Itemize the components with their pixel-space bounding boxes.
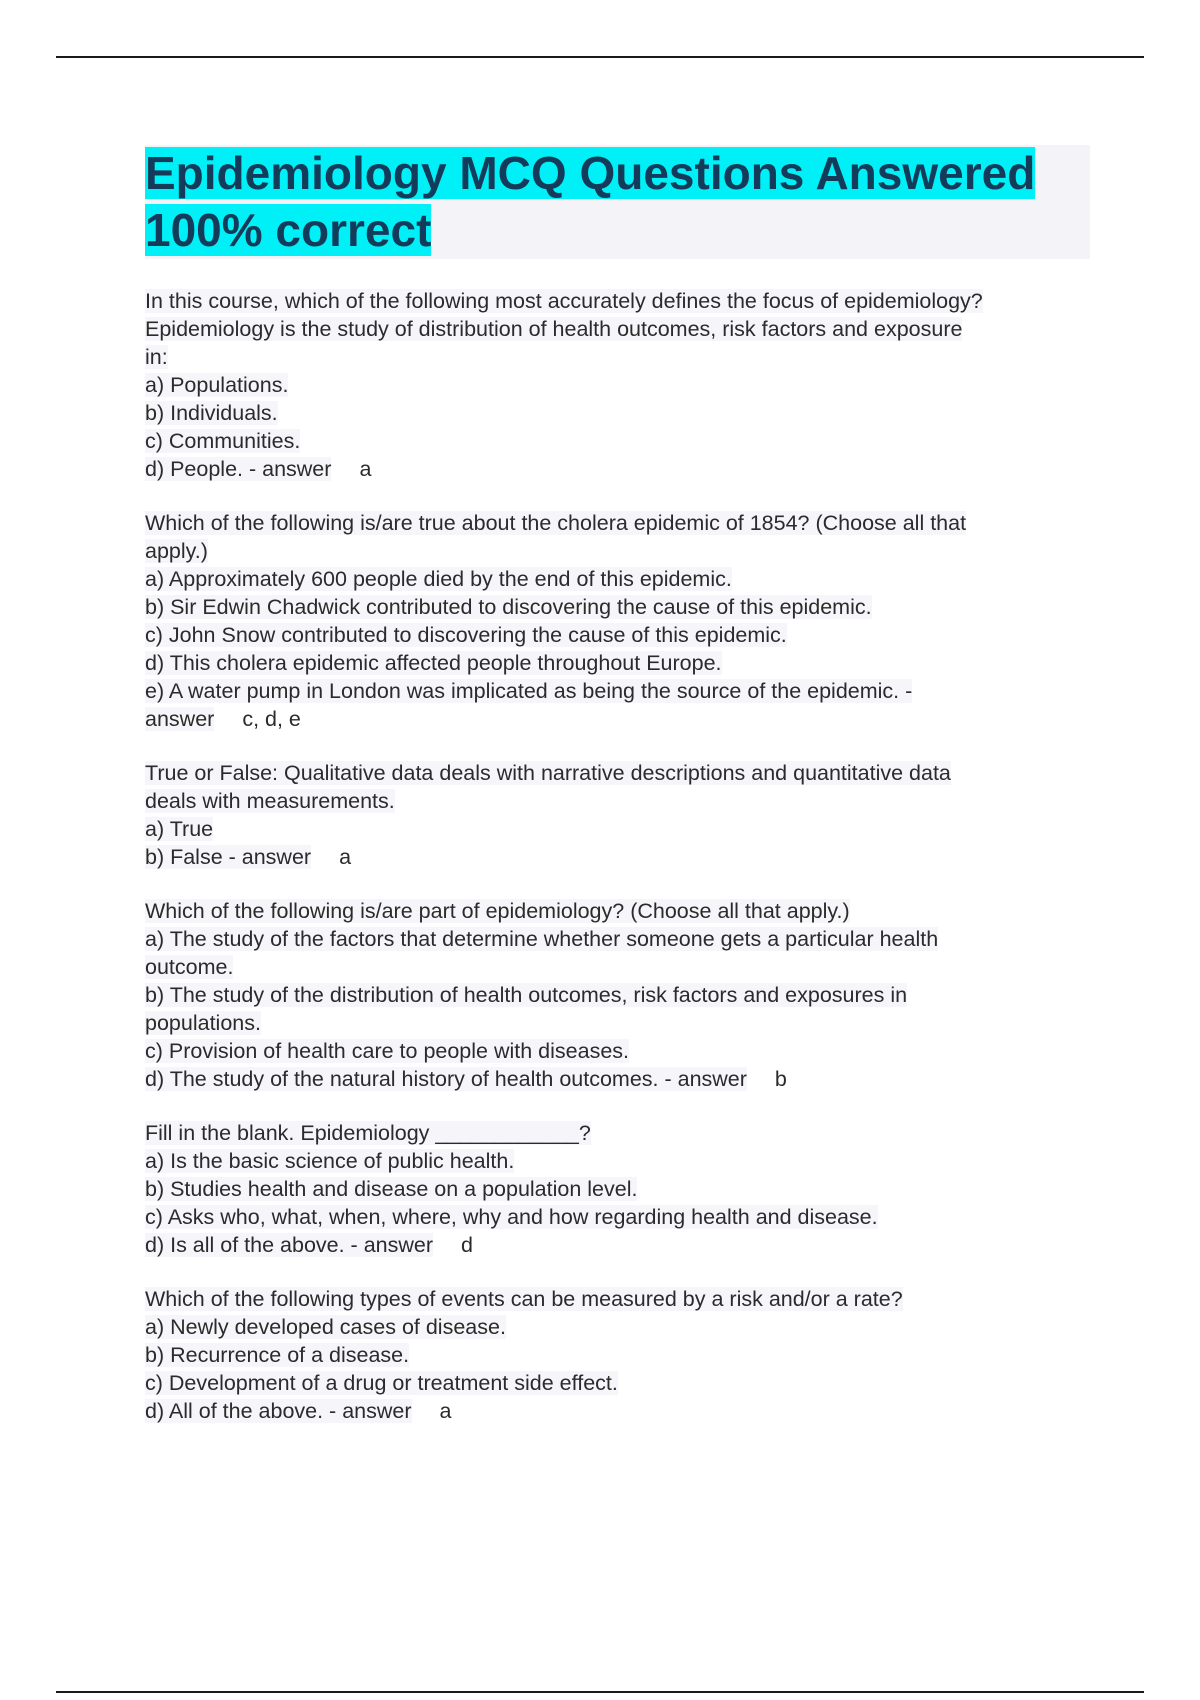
answer-option (145, 565, 1090, 593)
question-stem-text: apply.) (145, 539, 208, 563)
answer-option (145, 1313, 1090, 1341)
answer-option (145, 1341, 1090, 1369)
title-line-1: Epidemiology MCQ Questions Answered (145, 147, 1036, 199)
answer-option (145, 1037, 1090, 1065)
answer-option (145, 649, 1090, 677)
answer-option-text: b) Individuals. (145, 401, 278, 425)
document-body (145, 145, 1090, 1451)
answer-option-text: a) Populations. (145, 373, 289, 397)
answer-option-text: b) False - answer (145, 845, 312, 869)
answer-option-text: a) True (145, 817, 214, 841)
answer-option (145, 925, 1090, 953)
answer-option-text: d) All of the above. - answer (145, 1399, 412, 1423)
answer-option-text: e) A water pump in London was implicated as being the source of the epidemic. - (145, 679, 913, 703)
answer-option (145, 621, 1090, 649)
answer-option-final (145, 1065, 1090, 1093)
question-stem-line (145, 315, 1090, 343)
answer-option-text: c) Communities. (145, 429, 301, 453)
question-stem-text: Which of the following is/are part of epidemiology? (Choose all that apply.) (145, 899, 850, 923)
answer-option-text: a) Is the basic science of public health. (145, 1149, 515, 1173)
question-stem-line (145, 1285, 1090, 1313)
answer-option-final (145, 705, 1090, 733)
top-rule (56, 56, 1144, 58)
question-block (145, 1285, 1090, 1425)
answer-option-final (145, 1397, 1090, 1425)
answer-key: d (461, 1233, 473, 1257)
question-stem-line (145, 343, 1090, 371)
answer-option (145, 1175, 1090, 1203)
question-stem-text: in: (145, 345, 168, 369)
question-stem-text: Which of the following types of events can be measured by a risk and/or a rate? (145, 1287, 903, 1311)
answer-option-text: b) Sir Edwin Chadwick contributed to discovering the cause of this epidemic. (145, 595, 872, 619)
question-stem-line (145, 509, 1090, 537)
answer-option-text: d) The study of the natural history of health outcomes. - answer (145, 1067, 747, 1091)
question-stem-line (145, 537, 1090, 565)
answer-key: a (439, 1399, 452, 1423)
question-block (145, 287, 1090, 483)
answer-option (145, 427, 1090, 455)
question-stem-line (145, 287, 1090, 315)
answer-option-text: d) Is all of the above. - answer (145, 1233, 434, 1257)
question-stem-line (145, 759, 1090, 787)
answer-option-final (145, 1231, 1090, 1259)
title-block (145, 145, 1090, 259)
answer-option-text: a) The study of the factors that determine whether someone gets a particular health (145, 927, 939, 951)
question-stem-text: deals with measurements. (145, 789, 395, 813)
answer-key: b (774, 1067, 787, 1091)
bottom-rule (56, 1691, 1144, 1693)
answer-option (145, 981, 1090, 1009)
answer-option-text: b) The study of the distribution of health outcomes, risk factors and exposures in (145, 983, 908, 1007)
answer-option-text: c) Asks who, what, when, where, why and how regarding health and disease. (145, 1205, 878, 1229)
answer-option-text: d) People. - answer (145, 457, 332, 481)
answer-option-text: a) Newly developed cases of disease. (145, 1315, 506, 1339)
question-stem-line (145, 897, 1090, 925)
answer-option-text: answer (145, 707, 215, 731)
question-stem-text: Epidemiology is the study of distribution of health outcomes, risk factors and exposure (145, 317, 963, 341)
answer-option (145, 677, 1090, 705)
question-stem-line (145, 1119, 1090, 1147)
question-list (145, 287, 1090, 1425)
question-stem-text: Which of the following is/are true about the cholera epidemic of 1854? (Choose all that (145, 511, 967, 535)
answer-option (145, 1009, 1090, 1037)
question-stem-text: Fill in the blank. Epidemiology ____________? (145, 1121, 591, 1145)
answer-option-text: b) Studies health and disease on a population level. (145, 1177, 638, 1201)
answer-option-text: c) Provision of health care to people with diseases. (145, 1039, 630, 1063)
answer-option (145, 593, 1090, 621)
question-block (145, 897, 1090, 1093)
answer-option-final (145, 455, 1090, 483)
question-stem-text: In this course, which of the following most accurately defines the focus of epidemiology? (145, 289, 983, 313)
question-block (145, 509, 1090, 733)
answer-option-text: d) This cholera epidemic affected people throughout Europe. (145, 651, 722, 675)
answer-key: a (359, 457, 372, 481)
answer-option (145, 1147, 1090, 1175)
answer-option-text: populations. (145, 1011, 261, 1035)
document-title (145, 145, 1090, 259)
question-stem-line (145, 787, 1090, 815)
question-block (145, 759, 1090, 871)
answer-option-text: c) John Snow contributed to discovering the cause of this epidemic. (145, 623, 787, 647)
answer-option (145, 399, 1090, 427)
answer-option-text: a) Approximately 600 people died by the end of this epidemic. (145, 567, 732, 591)
question-block (145, 1119, 1090, 1259)
answer-option-text: b) Recurrence of a disease. (145, 1343, 410, 1367)
answer-option-final (145, 843, 1090, 871)
title-line-2: 100% correct (145, 204, 432, 256)
answer-option (145, 1203, 1090, 1231)
answer-key: a (339, 845, 352, 869)
answer-option (145, 1369, 1090, 1397)
answer-option-text: c) Development of a drug or treatment side effect. (145, 1371, 618, 1395)
answer-key: c, d, e (242, 707, 301, 731)
answer-option (145, 371, 1090, 399)
answer-option-text: outcome. (145, 955, 234, 979)
answer-option (145, 815, 1090, 843)
question-stem-text: True or False: Qualitative data deals with narrative descriptions and quantitative data (145, 761, 951, 785)
answer-option (145, 953, 1090, 981)
